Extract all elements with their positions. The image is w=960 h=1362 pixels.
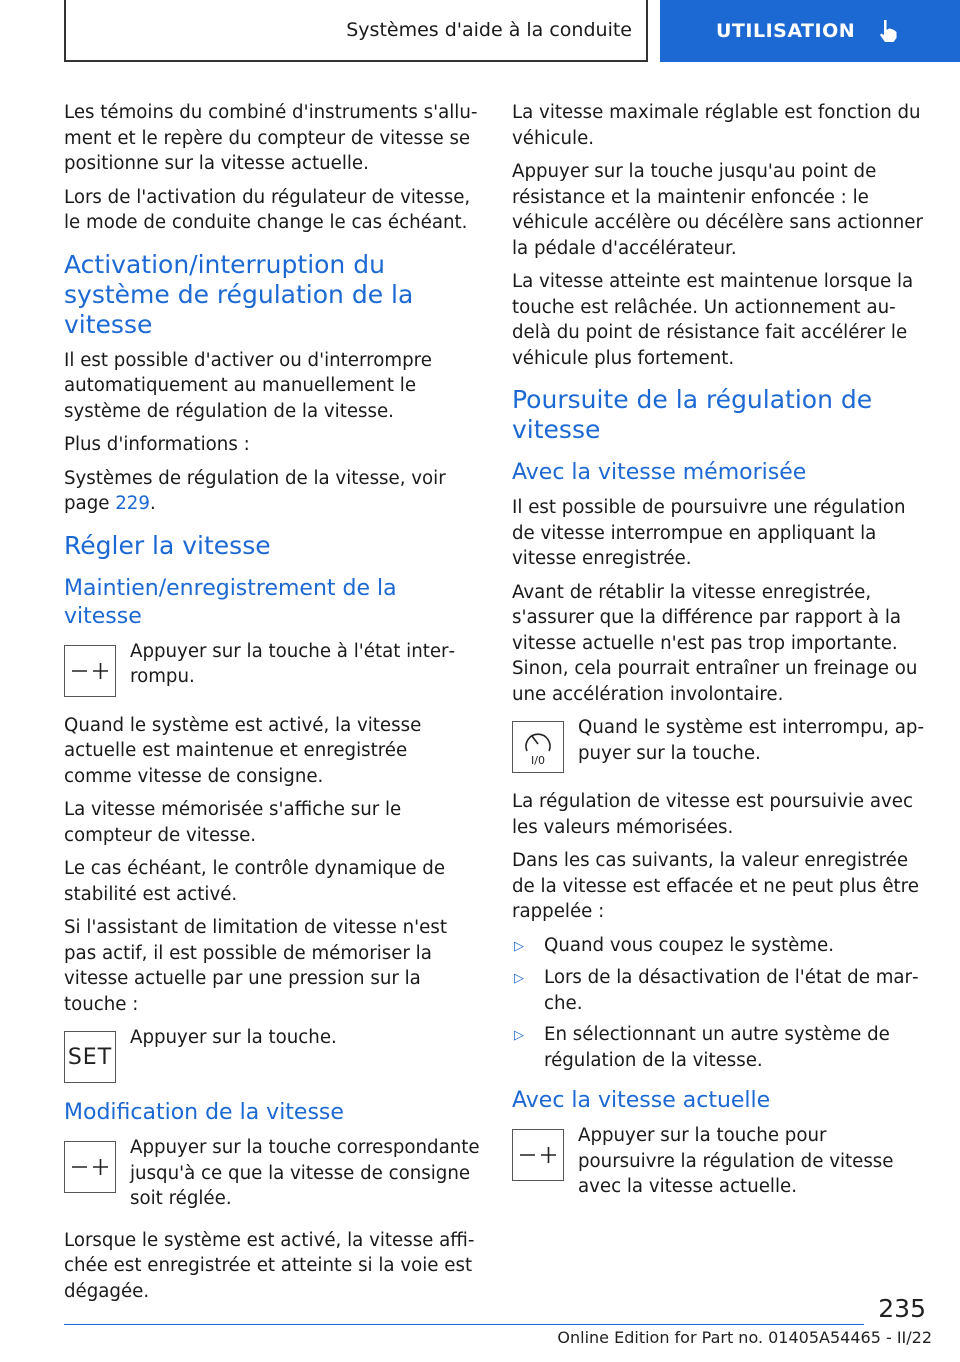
heading-poursuite: Poursuite de la régulation de vitesse [512, 385, 873, 444]
pointing-hand-icon [877, 19, 899, 43]
list-item-text: En sélectionnant un autre système de régulation de la vitesse. [544, 1024, 890, 1071]
header-chapter-title: UTILISATION [716, 20, 856, 42]
list-item [512, 1022, 928, 1073]
heading-memorisee: Avec la vitesse mémorisée [512, 460, 807, 485]
key-instruction-text: Quand le système est interrompu, appuyer sur la touche. [578, 717, 925, 764]
right-column [512, 100, 928, 1216]
list-item-text: Quand vous coupez le système. [544, 934, 834, 956]
footer-divider [64, 1324, 864, 1325]
left-column [64, 100, 480, 1312]
triangle-bullet-icon: ▷ [514, 938, 524, 954]
paragraph: La vitesse atteinte est maintenue lorsque la touche est relâchée. Un actionnement au-delà du point de résistance fait accélérer le véhicule plus fortement. [512, 271, 914, 369]
page-number: 235 [878, 1294, 926, 1323]
minus-plus-key-icon [64, 1141, 116, 1193]
heading-regler: Régler la vitesse [64, 530, 271, 560]
paragraph-text: Systèmes de régulation de la vitesse, voir page [64, 467, 446, 514]
paragraph: Les témoins du combiné d'instruments s'allument et le repère du compteur de vitesse se positionne sur la vitesse actuelle. [64, 102, 478, 174]
paragraph: Plus d'informations : [64, 434, 250, 455]
header-section [64, 0, 648, 62]
list-item [512, 965, 928, 1016]
paragraph: La régulation de vitesse est poursuivie avec les valeurs mémorisées. [512, 791, 913, 838]
bullet-list [512, 933, 928, 1074]
header-section-title: Systèmes d'aide à la conduite [346, 19, 632, 41]
io-label: I/0 [531, 753, 545, 767]
key-instruction [512, 1123, 928, 1200]
key-instruction [64, 1025, 480, 1083]
set-key-label: SET [67, 1044, 113, 1070]
paragraph: Lorsque le système est activé, la vitesse affichée est enregistrée et atteinte si la voie est dégagée. [64, 1229, 475, 1302]
key-instruction [512, 715, 928, 773]
paragraph: La vitesse mémorisée s'affiche sur le compteur de vitesse. [64, 799, 402, 846]
paragraph: Quand le système est activé, la vitesse actuelle est maintenue et enregistrée comme vitesse de consigne. [64, 714, 422, 787]
heading-actuelle: Avec la vitesse actuelle [512, 1088, 771, 1113]
set-key-icon [64, 1031, 116, 1083]
paragraph: Il est possible d'activer ou d'interrompre automatiquement au manuellement le système de régulation de la vitesse. [64, 349, 432, 422]
list-item [512, 933, 928, 960]
paragraph: Appuyer sur la touche jusqu'au point de résistance et la maintenir enfoncée : le véhicule accélère ou décélère sans actionner la pédale d'accélérateur. [512, 161, 923, 259]
footer-edition: Online Edition for Part no. 01405A54465 - II/22 [557, 1328, 932, 1347]
speedometer-key-icon [512, 721, 564, 773]
paragraph: Le cas échéant, le contrôle dynamique de stabilité est activé. [64, 858, 446, 905]
key-instruction-text: Appuyer sur la touche correspondante jusqu'à ce que la vitesse de consigne soit réglée. [130, 1137, 480, 1209]
page-link[interactable]: 229 [115, 493, 150, 514]
heading-modification: Modification de la vitesse [64, 1100, 344, 1125]
paragraph-end: . [149, 493, 156, 514]
paragraph: Si l'assistant de limitation de vitesse n'est pas actif, il est possible de mémoriser la vitesse actuelle par une pression sur la touche : [64, 917, 447, 1015]
paragraph: Dans les cas suivants, la valeur enregistrée de la vitesse est effacée et ne peut plus être rappelée : [512, 850, 919, 922]
paragraph: Il est possible de poursuivre une régulation de vitesse interrompue en appliquant la vitesse enregistrée. [512, 497, 906, 569]
triangle-bullet-icon: ▷ [514, 971, 524, 986]
heading-activation: Activation/interruption du système de régulation de la vitesse [64, 249, 414, 339]
paragraph: Lors de l'activation du régulateur de vitesse, le mode de conduite change le cas échéant. [64, 186, 471, 233]
paragraph: La vitesse maximale réglable est fonction du véhicule. [512, 102, 921, 149]
key-instruction-text: Appuyer sur la touche à l'état interrompu. [130, 640, 456, 687]
list-item-text: Lors de la désactivation de l'état de marche. [544, 967, 919, 1014]
header-chapter [660, 0, 960, 62]
triangle-bullet-icon: ▷ [514, 1028, 524, 1043]
key-instruction-text: Appuyer sur la touche. [130, 1027, 337, 1048]
minus-plus-key-icon [64, 645, 116, 697]
paragraph-with-link [64, 466, 480, 517]
key-instruction [64, 639, 480, 697]
key-instruction-text: Appuyer sur la touche pour poursuivre la régulation de vitesse avec la vitesse actuelle. [578, 1125, 894, 1197]
paragraph: Avant de rétablir la vitesse enregistrée, s'assurer que la différence par rapport à la vitesse actuelle n'est pas trop importante. Sinon, cela pourrait entraîner un freinage ou une accélération involontaire. [512, 581, 918, 705]
heading-maintien: Maintien/enregistrement de la vitesse [64, 575, 397, 629]
minus-plus-key-icon [512, 1129, 564, 1181]
key-instruction [64, 1135, 480, 1212]
